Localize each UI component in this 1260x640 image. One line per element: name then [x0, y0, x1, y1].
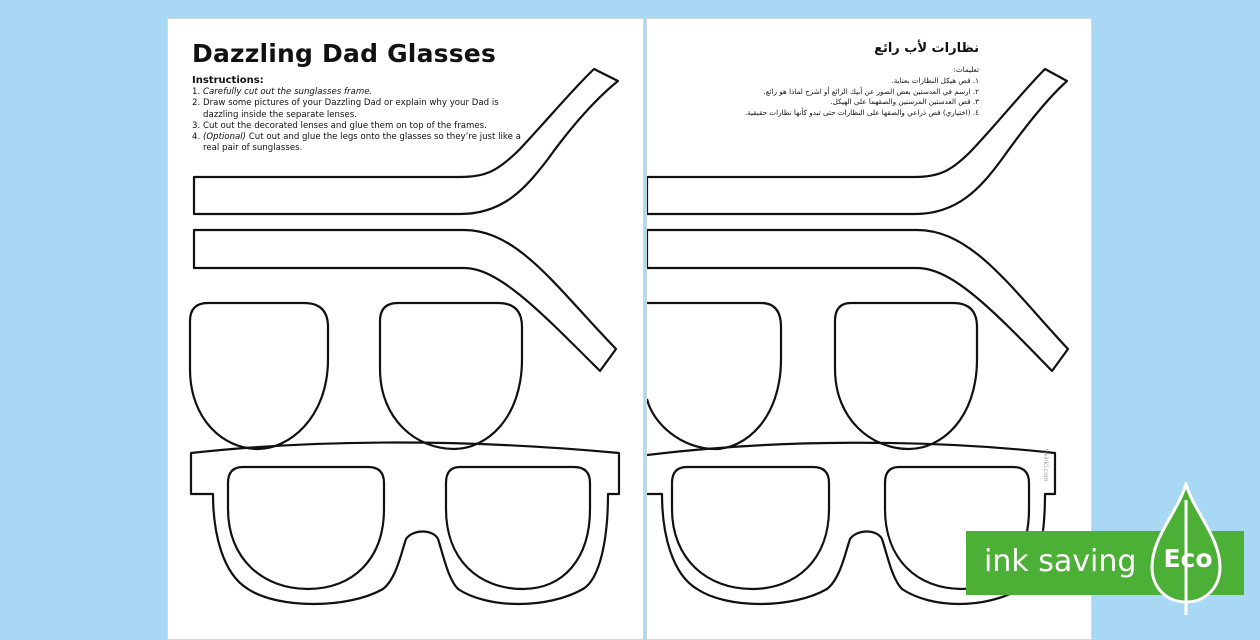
- glasses-leg-top: [194, 69, 618, 214]
- arabic-instruction-step: ٣. قص العدستين المرسنين والصقهما على الهيكل.: [830, 97, 979, 107]
- step-text-line: Cut out and glue the legs onto the glasses so they’re just like a: [246, 132, 521, 143]
- step-number: 4.: [192, 132, 201, 143]
- step-number: 2.: [192, 98, 201, 109]
- arabic-instructions-heading: تعليمات:: [953, 65, 979, 74]
- publisher-credit: twinkl.com: [1042, 449, 1049, 482]
- frame-opening-left: [228, 467, 384, 589]
- arabic-instruction-step: ١. قص هيكل النظارات بعناية.: [891, 75, 979, 85]
- arabic-instruction-step: ٤. (اختياري) قص ذراعي والصقها على النظارات حتى تبدو كأنها نظارات حقيقية.: [744, 108, 979, 118]
- step-text-line: dazzling inside the separate lenses.: [203, 109, 357, 120]
- eco-label: Eco: [1163, 544, 1213, 573]
- cutout-shapes: [168, 19, 643, 639]
- step-number: 1.: [192, 87, 201, 97]
- lens-left: [190, 303, 328, 449]
- step-number: 3.: [192, 120, 201, 131]
- worksheet-title: Dazzling Dad Glasses: [192, 39, 497, 68]
- glasses-leg-bottom: [647, 230, 1068, 371]
- lens-right: [835, 303, 977, 449]
- frame-opening-left: [672, 467, 829, 589]
- step-text-line: real pair of sunglasses.: [203, 143, 303, 154]
- instructions-heading: Instructions:: [192, 75, 264, 86]
- lens-left: [647, 303, 781, 449]
- arabic-worksheet-title: نظارات لأب رائع: [874, 41, 979, 56]
- optional-label: (Optional): [203, 132, 247, 143]
- english-worksheet-page: [167, 18, 644, 640]
- frame-opening-right: [446, 467, 590, 589]
- step-text-line: Draw some pictures of your Dazzling Dad or explain why your Dad is: [203, 98, 499, 109]
- arabic-instruction-step: ٢. ارسم في العدستين بعض الصور عن أبيك الرائع أو اشرح لماذا هو رائع.: [763, 86, 979, 96]
- step-text: Carefully cut out the sunglasses frame.: [203, 87, 373, 97]
- eco-badge: [1148, 482, 1228, 617]
- step-text: Cut out the decorated lenses and glue them on top of the frames.: [203, 120, 487, 131]
- glasses-leg-bottom: [194, 230, 616, 371]
- lens-right: [380, 303, 522, 449]
- ink-saving-label: ink saving: [984, 544, 1137, 579]
- glasses-leg-top: [647, 69, 1067, 214]
